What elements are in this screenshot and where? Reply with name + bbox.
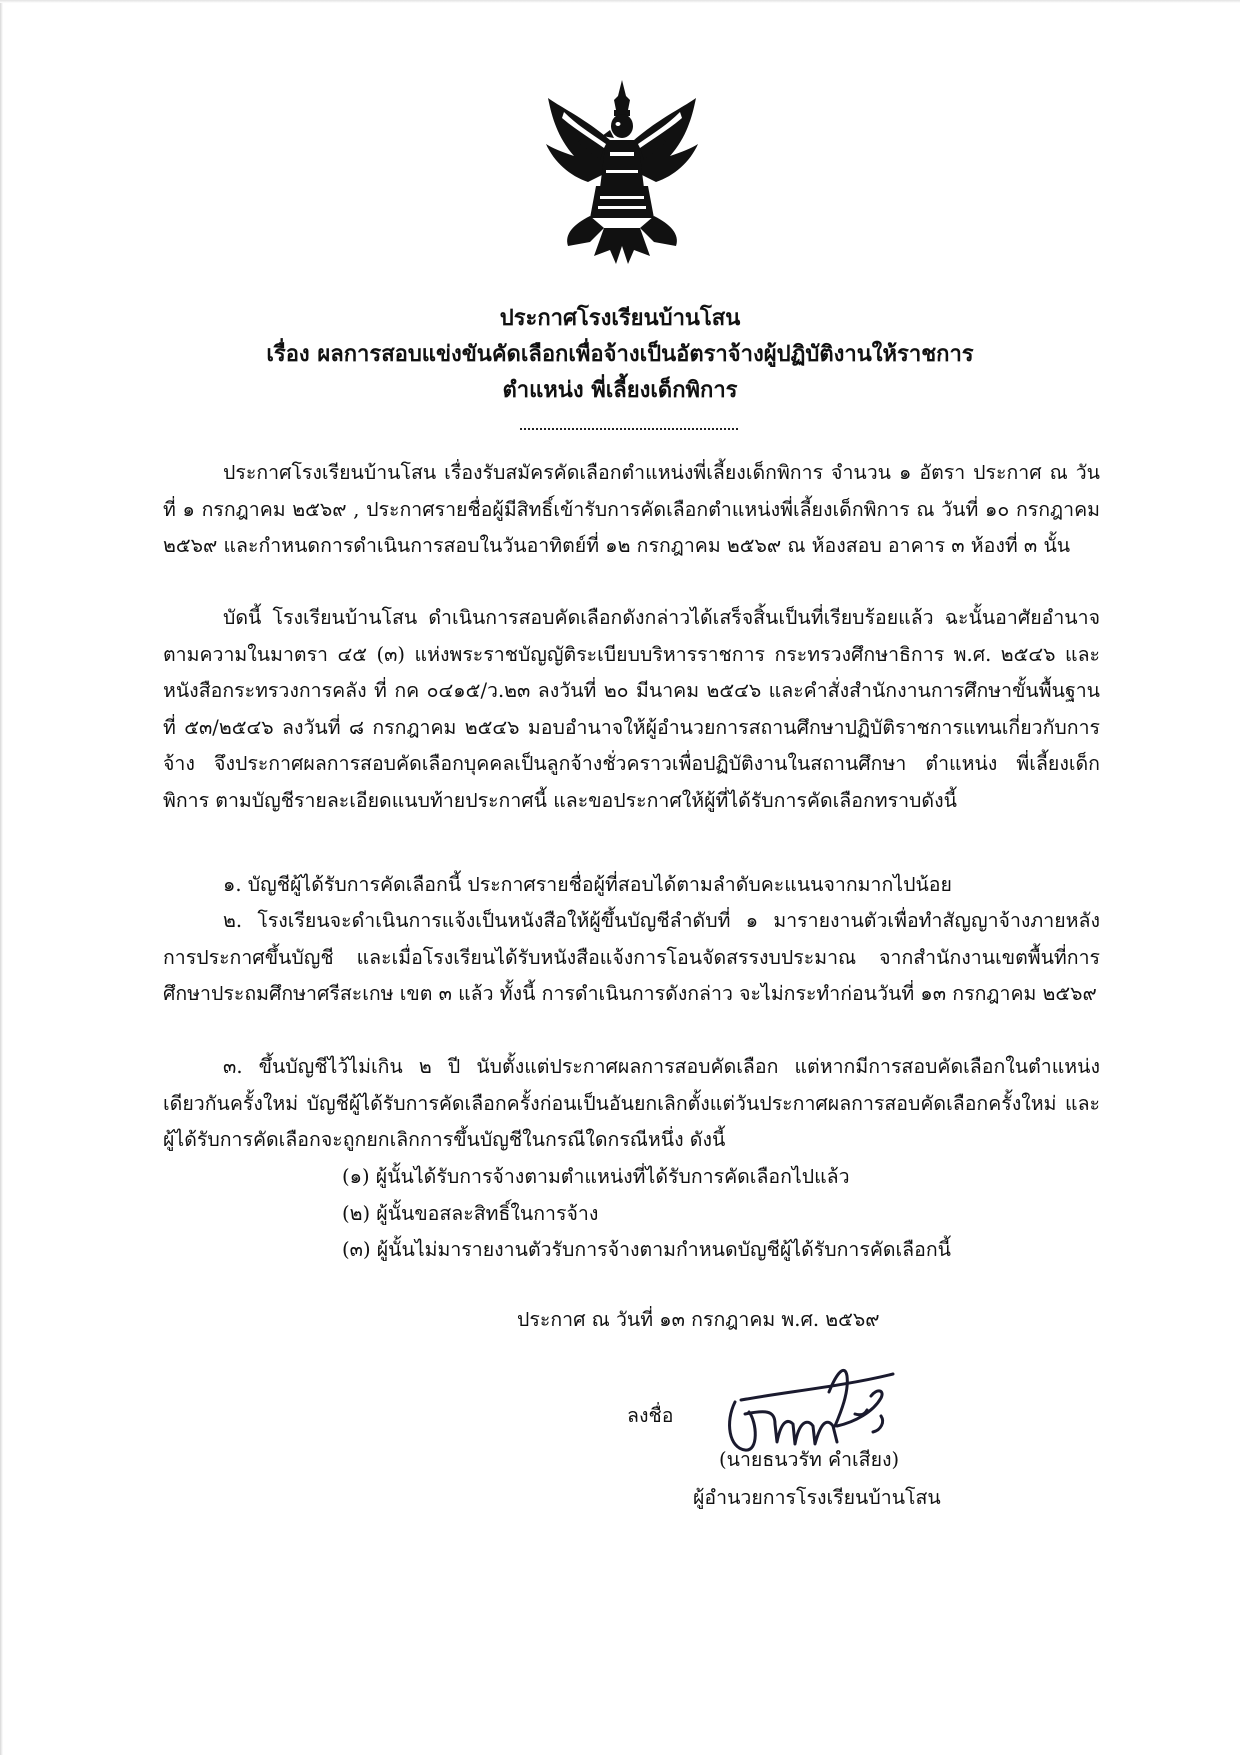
announcement-date: ประกาศ ณ วันที่ ๑๓ กรกฎาคม พ.ศ. ๒๕๖๙ (517, 1308, 880, 1331)
signer-position: ผู้อำนวยการโรงเรียนบ้านโสน (693, 1486, 941, 1509)
body-paragraph: บัดนี้ โรงเรียนบ้านโสน ดำเนินการสอบคัดเลือกดังกล่าวได้เสร็จสิ้นเป็นที่เรียบร้อยแล้ว ฉะนั้นอาศัยอำนาจตามความในมาตรา ๔๕ (๓) แห่งพระราชบัญญัติระเบียบบริหารราชการ กระทรวงศึกษาธิการ พ.ศ. ๒๕๔๖ และหนังสือกระทรวงการคลัง ที่ กค ๐๔๑๕/ว.๒๓ ลงวันที่ ๒๐ มีนาคม ๒๕๔๖ และคำสั่งสำนักงานการศึกษาขั้นพื้นฐาน ที่ ๕๓/๒๕๔๖ ลงวันที่ ๘ กรกฎาคม ๒๕๔๖ มอบอำนาจให้ผู้อำนวยการสถานศึกษาปฏิบัติราชการแทนเกี่ยวกับการจ้าง จึงประกาศผลการสอบคัดเลือกบุคคลเป็นลูกจ้างชั่วคราวเพื่อปฏิบัติงานในสถานศึกษา ตำแหน่ง พี่เลี้ยงเด็กพิการ ตามบัญชีรายละเอียดแนบท้ายประกาศนี้ และขอประกาศให้ผู้ที่ได้รับการคัดเลือกทราบดังนี้ (163, 606, 1100, 812)
numbered-item: ๓. ขึ้นบัญชีไว้ไม่เกิน ๒ ปี นับตั้งแต่ประกาศผลการสอบคัดเลือก แต่หากมีการสอบคัดเลือกในตำแหน่งเดียวกันครั้งใหม่ บัญชีผู้ได้รับการคัดเลือกครั้งก่อนเป็นอันยกเลิกตั้งแต่วันประกาศผลการสอบคัดเลือกครั้งใหม่ และผู้ได้รับการคัดเลือกจะถูกยกเลิกการขึ้นบัญชีในกรณีใดกรณีหนึ่ง ดังนี้ (163, 1055, 1100, 1151)
announcement-position: ตำแหน่ง พี่เลี้ยงเด็กพิการ (502, 377, 738, 403)
sub-item: (๒) ผู้นั้นขอสละสิทธิ์ในการจ้าง (342, 1202, 599, 1225)
garuda-emblem-icon (544, 78, 700, 268)
announcement-subject: เรื่อง ผลการสอบแข่งขันคัดเลือกเพื่อจ้างเป็นอัตราจ้างผู้ปฏิบัติงานให้ราชการ (266, 341, 974, 367)
sub-item: (๑) ผู้นั้นได้รับการจ้างตามตำแหน่งที่ได้รับการคัดเลือกไปแล้ว (342, 1165, 850, 1188)
numbered-item: ๑. บัญชีผู้ได้รับการคัดเลือกนี้ ประกาศรายชื่อผู้ที่สอบได้ตามลำดับคะแนนจากมากไปน้อย (223, 873, 952, 896)
signer-name: (นายธนวรัท คำเสียง) (719, 1448, 900, 1471)
dotted-divider (520, 428, 738, 430)
numbered-item: ๒. โรงเรียนจะดำเนินการแจ้งเป็นหนังสือให้ผู้ขึ้นบัญชีลำดับที่ ๑ มารายงานตัวเพื่อทำสัญญาจ้างภายหลังการประกาศขึ้นบัญชี และเมื่อโรงเรียนได้รับหนังสือแจ้งการโอนจัดสรรงบประมาณ จากสำนักงานเขตพื้นที่การศึกษาประถมศึกษาศรีสะเกษ เขต ๓ แล้ว ทั้งนี้ การดำเนินการดังกล่าว จะไม่กระทำก่อนวันที่ ๑๓ กรกฎาคม ๒๕๖๙ (163, 909, 1100, 1005)
body-paragraph: ประกาศโรงเรียนบ้านโสน เรื่องรับสมัครคัดเลือกตำแหน่งพี่เลี้ยงเด็กพิการ จำนวน ๑ อัตรา ประกาศ ณ วันที่ ๑ กรกฎาคม ๒๕๖๙ , ประกาศรายชื่อผู้มีสิทธิ์เข้ารับการคัดเลือกตำแหน่งพี่เลี้ยงเด็กพิการ ณ วันที่ ๑๐ กรกฎาคม ๒๕๖๙ และกำหนดการดำเนินการสอบในวันอาทิตย์ที่ ๑๒ กรกฎาคม ๒๕๖๙ ณ ห้องสอบ อาคาร ๓ ห้องที่ ๓ นั้น (163, 461, 1100, 557)
scan-edge (0, 0, 3, 1755)
signature-label: ลงชื่อ (627, 1404, 674, 1427)
scan-edge (0, 0, 1240, 3)
announcement-title: ประกาศโรงเรียนบ้านโสน (499, 305, 741, 331)
sub-item: (๓) ผู้นั้นไม่มารายงานตัวรับการจ้างตามกำหนดบัญชีผู้ได้รับการคัดเลือกนี้ (342, 1238, 951, 1261)
